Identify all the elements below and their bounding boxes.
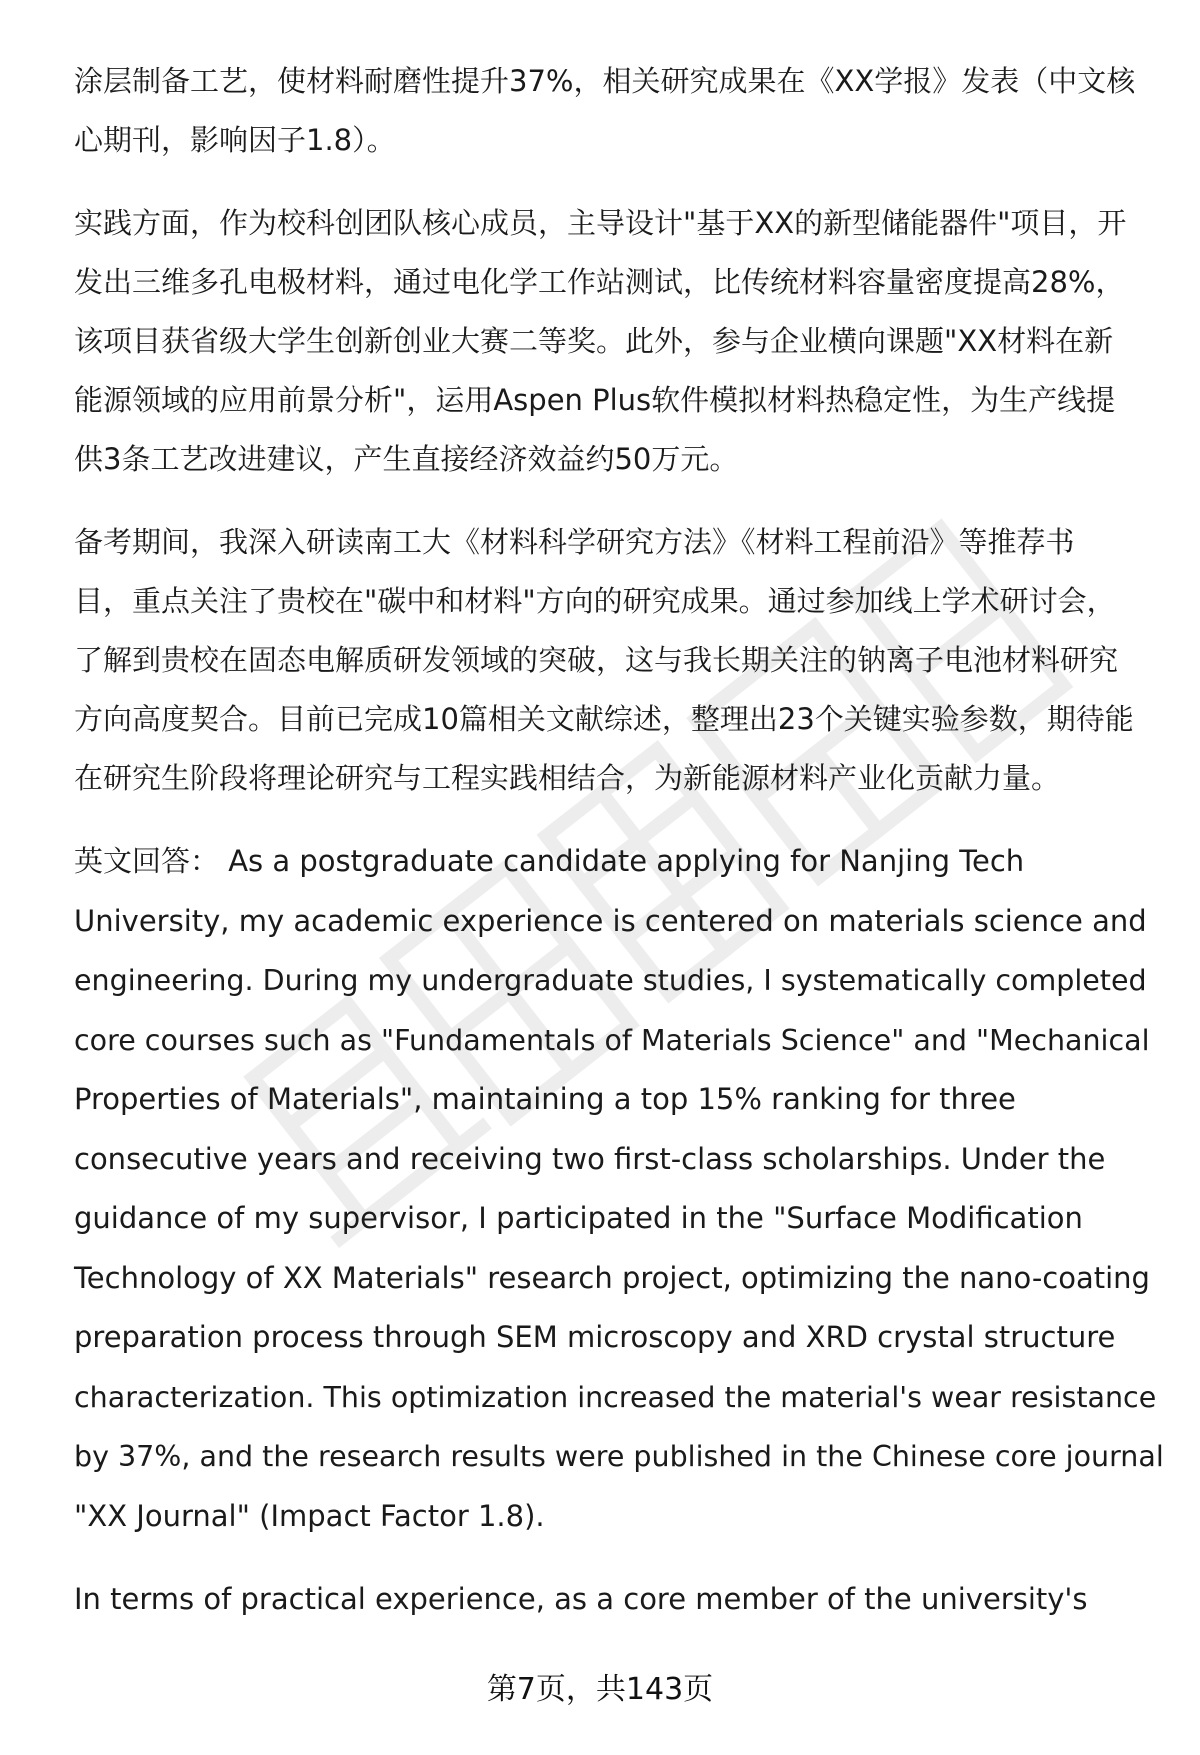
text-line: 该项目获省级大学生创新创业大赛二等奖。此外，参与企业横向课题"XX材料在新 [74,324,1114,358]
text-line: 供3条工艺改进建议，产生直接经济效益约50万元。 [74,442,739,476]
text-line: by 37%, and the research results were published in the Chinese core journal [74,1440,1164,1473]
text-line: 心期刊，影响因子1.8）。 [74,123,396,157]
text-line: 涂层制备工艺，使材料耐磨性提升37%，相关研究成果在《XX学报》发表（中文核 [74,64,1136,98]
paragraph-en-2 [74,1570,1164,1630]
text-line: preparation process through SEM microscopy and XRD crystal structure [74,1320,1116,1354]
document-body [74,52,1164,1654]
paragraph-cn-3 [74,513,1164,808]
text-line: 在研究生阶段将理论研究与工程实践相结合，为新能源材料产业化贡献力量。 [74,761,1061,795]
text-line: 能源领域的应用前景分析"，运用Aspen Plus软件模拟材料热稳定性，为生产线提 [74,383,1116,417]
text-line: In terms of practical experience, as a core member of the university's [74,1582,1088,1616]
paragraph-en-1 [74,832,1164,1546]
text-line: 备考期间，我深入研读南工大《材料科学研究方法》《材料工程前沿》等推荐书 [74,525,1075,559]
text-line: guidance of my supervisor, I participated in the "Surface Modification [74,1201,1083,1235]
text-line: 英文回答： As a postgraduate candidate applying for Nanjing Tech [74,844,1025,878]
paragraph-cn-2 [74,194,1164,489]
page-number-footer: 第7页，共143页 [486,1672,714,1707]
text-line: engineering. During my undergraduate studies, I systematically completed [74,964,1147,997]
text-line: 实践方面，作为校科创团队核心成员，主导设计"基于XX的新型储能器件"项目，开 [74,206,1127,240]
text-line: Properties of Materials", maintaining a top 15% ranking for three [74,1082,1016,1116]
text-line: characterization. This optimization increased the material's wear resistance [74,1380,1157,1414]
text-line: core courses such as "Fundamentals of Materials Science" and "Mechanical [74,1023,1150,1057]
text-line: 目，重点关注了贵校在"碳中和材料"方向的研究成果。通过参加线上学术研讨会， [74,584,1116,618]
text-line: consecutive years and receiving two first-class scholarships. Under the [74,1141,1106,1176]
text-line: 发出三维多孔电极材料，通过电化学工作站测试，比传统材料容量密度提高28%， [74,265,1125,299]
text-line: "XX Journal" (Impact Factor 1.8). [74,1498,545,1533]
text-line: Technology of XX Materials" research project, optimizing the nano-coating [74,1260,1150,1295]
text-line: University, my academic experience is centered on materials science and [74,903,1147,938]
text-line: 了解到贵校在固态电解质研发领域的突破，这与我长期关注的钠离子电池材料研究 [74,643,1119,677]
paragraph-cn-1 [74,52,1164,170]
text-line: 方向高度契合。目前已完成10篇相关文献综述，整理出23个关键实验参数，期待能 [74,702,1134,736]
